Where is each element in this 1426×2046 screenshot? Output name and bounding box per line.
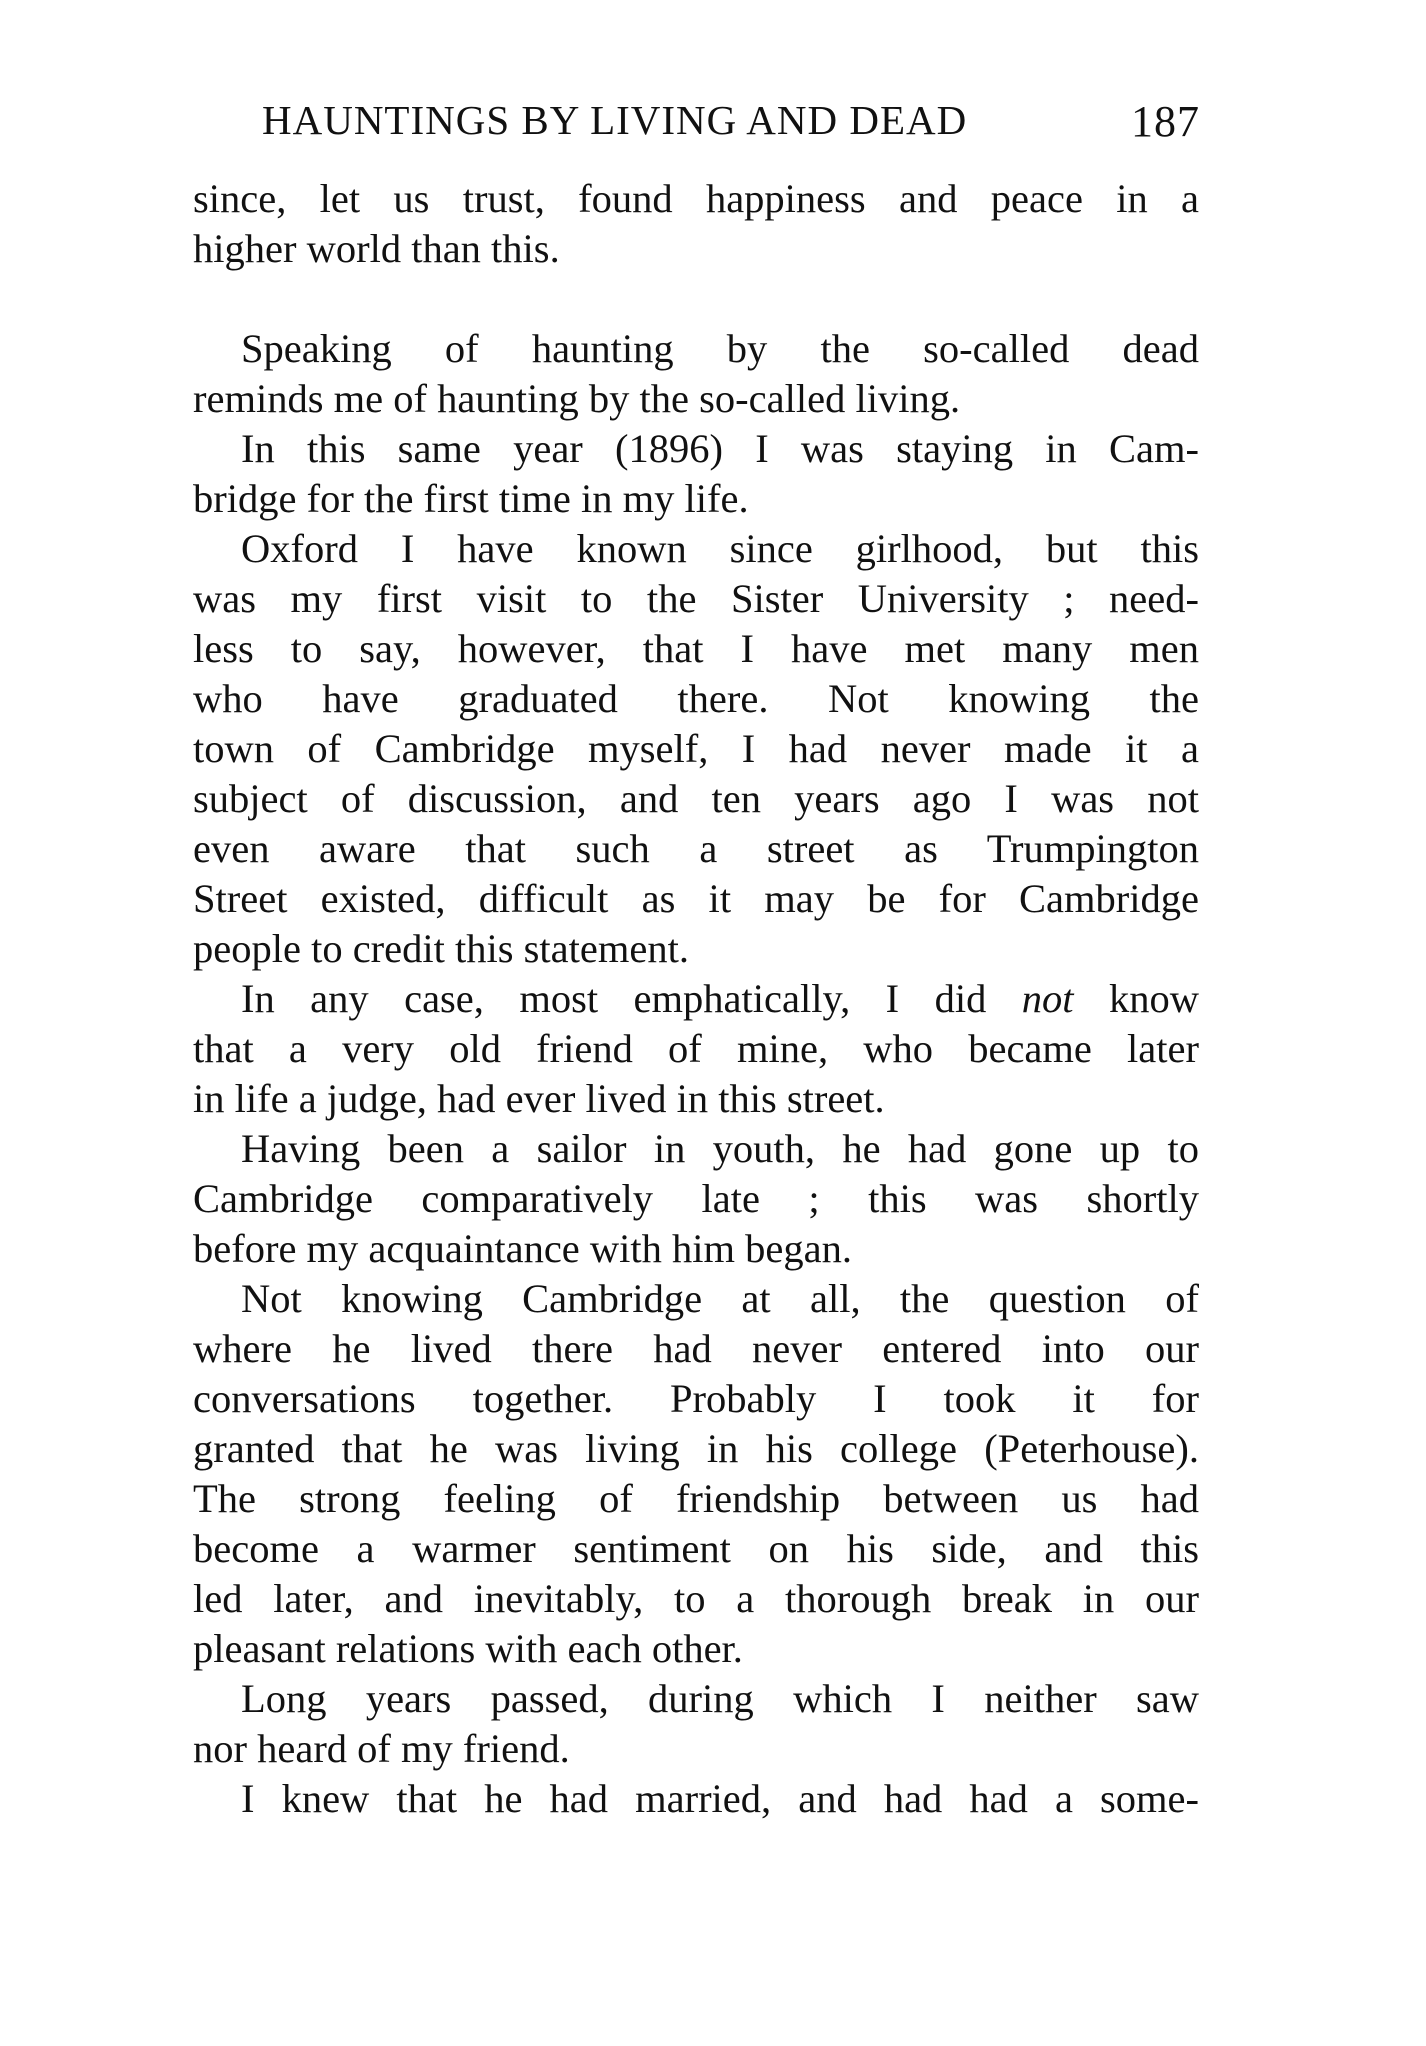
text-line: Long years passed, during which I neither saw <box>241 1676 1199 1721</box>
text-fragment: know <box>1109 976 1200 1021</box>
text-line: become a warmer sentiment on his side, and this <box>193 1526 1199 1571</box>
running-head <box>262 96 1200 156</box>
paragraph <box>193 174 1199 274</box>
text-line: before my acquaintance with him began. <box>193 1226 852 1271</box>
paragraph <box>193 524 1199 974</box>
text-fragment: In any case, most emphatically, I did <box>241 976 987 1021</box>
text-line: that a very old friend of mine, who became later <box>193 1026 1199 1071</box>
paragraph <box>193 974 1199 1124</box>
text-line: Speaking of haunting by the so-called dead <box>241 326 1199 371</box>
text-line: since, let us trust, found happiness and peace in a <box>193 176 1199 221</box>
paragraph <box>193 1274 1199 1674</box>
page-number: 187 <box>1131 97 1200 146</box>
text-line: in life a judge, had ever lived in this street. <box>193 1076 885 1121</box>
text-line: led later, and inevitably, to a thorough break in our <box>193 1576 1199 1621</box>
text-line: even aware that such a street as Trumpington <box>193 826 1199 871</box>
text-line: Street existed, difficult as it may be for Cambridge <box>193 876 1199 921</box>
text-line: less to say, however, that I have met many men <box>193 626 1199 671</box>
text-line: subject of discussion, and ten years ago I was not <box>193 776 1199 821</box>
paragraph <box>193 1674 1199 1774</box>
running-head-title: HAUNTINGS BY LIVING AND DEAD <box>262 97 968 143</box>
text-line: people to credit this statement. <box>193 926 689 971</box>
text-line: The strong feeling of friendship between us had <box>193 1476 1199 1521</box>
text-line: nor heard of my friend. <box>193 1726 570 1771</box>
text-line: Oxford I have known since girlhood, but this <box>241 526 1199 571</box>
text-line: where he lived there had never entered into our <box>193 1326 1199 1371</box>
text-line: granted that he was living in his college (Peterhouse). <box>193 1426 1199 1471</box>
paragraph <box>193 1774 1199 1824</box>
text-line <box>193 974 1199 1024</box>
text-line: Cambridge comparatively late ; this was shortly <box>193 1176 1199 1221</box>
text-line: I knew that he had married, and had had a some- <box>241 1776 1199 1821</box>
text-line: Having been a sailor in youth, he had gone up to <box>241 1126 1199 1171</box>
paragraph <box>193 424 1199 524</box>
text-line: Not knowing Cambridge at all, the question of <box>241 1276 1199 1321</box>
text-line: bridge for the first time in my life. <box>193 476 749 521</box>
text-line: reminds me of haunting by the so-called living. <box>193 376 961 421</box>
text-line: who have graduated there. Not knowing the <box>193 676 1199 721</box>
text-line: was my first visit to the Sister University ; need- <box>193 576 1199 621</box>
text-line: conversations together. Probably I took it for <box>193 1376 1199 1421</box>
text-line: pleasant relations with each other. <box>193 1626 743 1671</box>
paragraph <box>193 324 1199 424</box>
paragraph-gap <box>193 274 1199 324</box>
body-text <box>193 174 1199 1824</box>
paragraph <box>193 1124 1199 1274</box>
text-line: town of Cambridge myself, I had never made it a <box>193 726 1199 771</box>
text-line: In this same year (1896) I was staying in Cam- <box>241 426 1199 471</box>
italic-emphasis: not <box>1021 976 1074 1021</box>
text-line: higher world than this. <box>193 226 560 271</box>
